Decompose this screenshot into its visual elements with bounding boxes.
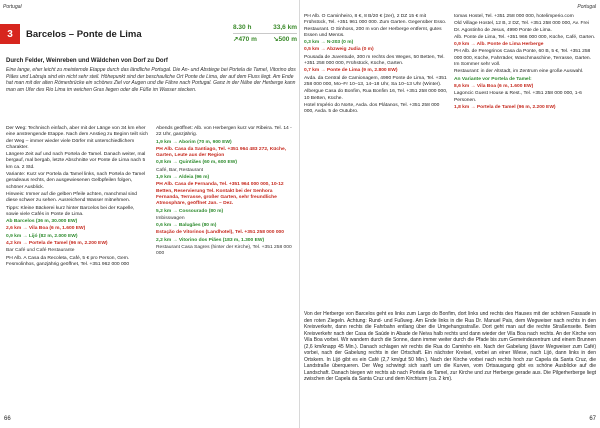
stage-time: 8.30 h: [233, 24, 252, 31]
entry-paragraph: 2,6 km → Vila Boa (6 m, 1.600 EW): [6, 226, 86, 232]
stage-title: Barcelos – Ponte de Lima: [26, 29, 142, 40]
entry-paragraph: Alb. Ponte de Lima, Tel. +351 966 000 000, Küche, Café, Garten.: [454, 34, 596, 40]
entry-paragraph: Avda. da Central de Camionagem, 4990 Ponte de Lima, Tel. +351 258 000 000, Mo–Fr 10–13, 14–18 Uhr, Sa 10–13 Uhr (Winter).: [304, 75, 447, 87]
entry-paragraph: 0,6 km → Balugães (80 m): [156, 223, 217, 229]
entry-paragraph: 1,9 km → Aldeia (96 m): [156, 175, 210, 181]
stage-number-badge: 3: [0, 24, 20, 44]
stage-stats: [233, 22, 297, 45]
stage-descent: ↘500 m: [273, 36, 297, 43]
entry-paragraph: Tipps: Kleine Bäckerei kurz hinter Barcelos bei der Kapelle, sowie viele Cafés in Ponte de Lima.: [6, 205, 135, 217]
entry-paragraph: PH Alb. de Peregrinos Casa da Ponte, 60 B, 5 €, Tel. +351 258 000 000, Küche, Fahrräder, Waschmaschine, Terrasse, Garten. Im Sommer sehr voll.: [454, 49, 592, 68]
entry-paragraph: 2,2 km → Vitorino dos Piães (183 m, 1.300 EW): [156, 237, 265, 243]
entry-paragraph: 5,2 km → Cossourado (80 m): [156, 208, 224, 214]
entry-paragraph: Pousada de Juventude, 300 m rechts des Weges, 50 Betten, Tel. +351 258 000 000, Frühstück, Küche, Garten.: [304, 54, 445, 67]
stage-ascent: ↗470 m: [233, 36, 257, 43]
entry-paragraph: Lagoncic Guest House & Rest., Tel. +351 258 000 000, 1-6 Personen.: [454, 91, 582, 103]
entry-paragraph: An Variante vor Portela de Tamel:: [454, 76, 532, 82]
running-head: Portugal: [3, 4, 22, 10]
entry-paragraph: Old Village Hostel, 12 B, 2 DZ, Tel. +351 258 000 000, Av. Frei Dr. Agostinho de Jesus, 4990 Ponte de Lima.: [454, 21, 589, 33]
entry-paragraph: 4,2 km → Portela de Tamel (96 m, 2.200 EW): [6, 241, 108, 247]
stage-header: [0, 20, 300, 50]
entry-paragraph: Längere Zeit auf und nach Portela de Tamel. Danach weiter, mal bergauf, mal bergab, letzte Abschnitte vor Ponte de Lima nach 5 km ca. 2 Std.: [6, 152, 146, 170]
right-column-1: [304, 14, 448, 116]
entry-paragraph: 1,9 km → Aborim (70 m, 900 EW): [156, 139, 232, 145]
entry-paragraph: Imbisswagen: [156, 215, 185, 221]
entry-paragraph: Café, Bar, Restaurant: [156, 167, 204, 173]
entry-paragraph: 0,9 km → Alb. Ponte de Lima Herberge: [454, 42, 544, 48]
stage-subtitle: Durch Felder, Weinreben und Wäldchen von Dorf zu Dorf: [6, 58, 168, 64]
route-description: Von der Herberge von Barcelos geht es links zum Largo do Bonfim, dort links und rechts des Hauses mit der schönen Fassade in den roten Ziegeln. Achtung: Rund- und Fußweg. Am Ende links in die Rua Dr. Manuel Pais, dem Wegweiser nach rechts in den Kreisverkehr, dann rechts die Fahrbahn entlang über die Umgehungsstraße. Dort geht man auf die rechte Straßenseite. Beim Kreisverkehr nach der Casa de Saúde in Abade de Neiva halb rechts und dann wieder der Vila Boa nach rechts. An der Kirche von Vila Boa vorbei. Wir wandern durch die Sonne, dann immer weiter durch die Pfade bis zum Gemeindezentrum und einem Brunnen (2,6 km/knapp 45 Min.). Danach schlagen wir rechts die Rua do Caminho ein. Nach der Gabelung (davor Wegweiser zum Café) vorbei, nach der Gabelung rechts in der Ortschaft. Ein nächster Kreisel, vorbei an einer Wiese, nach Lijó, dann links in den Ortskern. In Lijó gibt es ein Café (2,7 km/gut 50 Min.). Nach der Kirche vorbei nach rechts hoch zur Capela da Santa Cruz, die Landstraße überqueren. Der Weg schwingt sich sanft um die Kurven, vom Ortsausgang gibt es schöne Ausblicke auf die Landschaft. Danach biegen wir rechts ab nach Portela de Tamel, zur Kirche und zur Herberge gerade aus. Die Pilgerherberge liegt zwischen der Capela da Santa Cruz und dem Kirchturm (ca. 2 km).: [304, 311, 596, 383]
left-column-2: [156, 126, 296, 259]
entry-paragraph: Hinweis: Immer auf die gelben Pfeile achten, manchmal sind diese schwer zu sehen. Ausreichend Wasser mitnehmen.: [6, 191, 138, 204]
right-column-2: [454, 14, 596, 112]
stats-row-time-distance: [233, 22, 297, 34]
stage-distance: 33,6 km: [273, 24, 297, 31]
entry-paragraph: Restaurant: in der Altstadt, im Zentrum eine große Auswahl.: [454, 69, 584, 75]
entry-paragraph: PH Alb. O Caminheiro, 8 €, 8 B/20 € (2er), 2 DZ 15 € mit Frühstück, Tel. +351 961 000 000. Zum Garten. Gegenüber Esso. Restaurant. O Sinhoss, 200 m von der Herberge entfernt, gutes Essen und Menüs.: [304, 14, 447, 38]
entry-paragraph: 0,7 km → Ponte de Lima (9 m, 2.800 EW): [304, 68, 398, 74]
right-page: [300, 0, 600, 428]
entry-paragraph: PH Alb. Casa da Santiago, Tel. +351 964 483 272, Küche, Garten, Leute aus der Region: [156, 146, 287, 159]
entry-paragraph: Variante: Kurz vor Portela da Tamel links, nach Portela de Tamel geradeaus rechts, den ausgewiesenen Gelbpfeilen folgen, schöner Ausblick.: [6, 172, 146, 190]
entry-paragraph: Estação de Vitorinos (Landhotel), Tel. +351 258 000 000: [156, 230, 284, 236]
entry-paragraph: 1,8 km → Portela de Tamel (96 m, 2.200 EW): [454, 104, 556, 110]
stage-intro: Eine lange, eher leicht zu meisternde Etappe durch das ländliche Portugal. Die An- und Abstiege bei Portela de Tamel, Vitorino dos Piães und Labruja sind ein nicht sehr steil. Höhepunkt sind der beschauliche Ort Ponte de Lima, der auf dem Fluss liegt. Am Ende hat man mit der alten Römerbrücke ein schönes Ziel vor Augen und die Fähre nach Portugal. Ganz in der Nähe der Herberge kann man am Ufer des Rio Lima im weichen Gras liegen oder die Füße im Wasser stecken.: [6, 67, 296, 93]
entry-paragraph: Abends geöffnet: Alb. von Herbergen kurz vor Ribeira. Tel. 14 - 22 Uhr, ganzjährig.: [156, 126, 292, 138]
stats-row-elevation: [233, 34, 297, 45]
entry-paragraph: Bar Café und Café Restaurante: [6, 248, 75, 254]
running-head: Portugal: [577, 4, 596, 10]
entry-paragraph: 8,6 km → Vila Boa (6 m, 1.600 EW): [454, 83, 534, 89]
left-column-1: [6, 126, 148, 269]
page-number: 66: [4, 416, 11, 422]
entry-paragraph: Ab Barcelos (36 m, 30.000 EW): [6, 219, 78, 225]
entry-paragraph: Albergue Casa do Bonfim, Rua Bonfim 16, Tel. +351 258 000 000, 10 Betten, Küche.: [304, 89, 448, 101]
entry-paragraph: Restaurant Casa Sagres (hinter der Kirche), Tel. +351 258 000 000: [156, 245, 292, 257]
page-number: 67: [589, 416, 596, 422]
entry-paragraph: 0,5 km → Abzweig Judia (0 m): [304, 47, 374, 53]
entry-paragraph: tomas Hostel, Tel. +351 258 000 000, hotelimperio.com: [454, 14, 574, 19]
entry-paragraph: PH Alb. A Casa da Recoleta, Café, 5 € pro Person, Gem. Fesmolinhos, ganzjährig geöffnet, Tel. +351 962 000 000: [6, 255, 130, 267]
entry-paragraph: 0,8 km → Quintiães (60 m, 600 EW): [156, 160, 237, 166]
entry-paragraph: 0,3 km → N-203 (0 m): [304, 40, 354, 46]
entry-paragraph: Der Weg: Technisch einfach, aber mit der Länge von 34 km eher eine anstrengende Etappe. Nach dem Anstieg zu Beginn teilt sich der Weg – immer wieder viele Dörfer mit unterschiedlichem Charakter.: [6, 126, 148, 150]
entry-paragraph: 0,9 km → Lijó (82 m, 2.000 EW): [6, 233, 78, 239]
entry-paragraph: Hotel Império do Norte, Avda. dos Plátanos, Tel. +351 258 000 000, Avda. 5 de Outubro.: [304, 102, 440, 115]
entry-paragraph: PH Alb. Casa de Fernanda, Tel. +351 964 000 000, 10-12 Betten, Reservierung Tel. Kontakt bei der Senhora Fernanda, Terrasse, großer Garten, sehr freundliche Atmosphäre, geöffnet Jan. – Dez.: [156, 182, 284, 207]
